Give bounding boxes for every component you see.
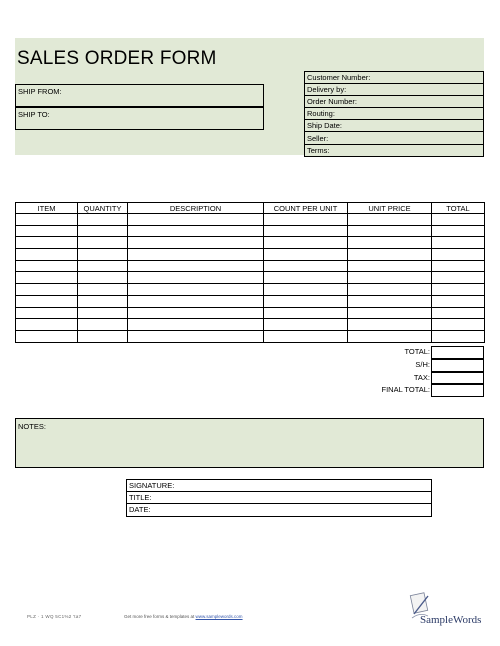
- col-header-item: ITEM: [16, 203, 78, 214]
- item-cell[interactable]: [128, 319, 264, 331]
- item-cell[interactable]: [264, 319, 348, 331]
- footer-link[interactable]: www.samplewords.com: [195, 614, 243, 619]
- tax-label: TAX:: [413, 372, 430, 382]
- seller-field[interactable]: Seller:: [305, 132, 484, 144]
- sh-label: S/H:: [415, 359, 430, 369]
- item-cell[interactable]: [264, 225, 348, 237]
- signature-table: [126, 479, 432, 517]
- sh-value-cell[interactable]: [431, 359, 484, 372]
- item-row: [16, 319, 485, 331]
- tax-value-cell[interactable]: [431, 372, 484, 385]
- item-row: [16, 330, 485, 342]
- ship-to-label: SHIP TO:: [18, 110, 50, 119]
- ship-from-field[interactable]: [15, 84, 264, 107]
- item-cell[interactable]: [348, 319, 432, 331]
- item-cell[interactable]: [16, 284, 78, 296]
- footer-credit-text: Get more free forms & templates at: [124, 614, 195, 619]
- item-cell[interactable]: [432, 214, 485, 226]
- item-cell[interactable]: [16, 319, 78, 331]
- delivery-by-field[interactable]: Delivery by:: [305, 84, 484, 96]
- item-cell[interactable]: [432, 319, 485, 331]
- brand-name: SampleWords: [420, 614, 482, 626]
- total-label: TOTAL:: [404, 347, 430, 356]
- item-cell[interactable]: [264, 249, 348, 261]
- item-cell[interactable]: [16, 330, 78, 342]
- item-cell[interactable]: [264, 330, 348, 342]
- item-row: [16, 214, 485, 226]
- item-cell[interactable]: [128, 237, 264, 249]
- item-cell[interactable]: [78, 272, 128, 284]
- item-cell[interactable]: [432, 330, 485, 342]
- ship-from-label: SHIP FROM:: [18, 87, 62, 96]
- samplewords-logo-icon: [408, 592, 488, 632]
- form-title: SALES ORDER FORM: [17, 48, 217, 69]
- order-number-field[interactable]: Order Number:: [305, 96, 484, 108]
- totals-block: [300, 346, 484, 397]
- item-cell[interactable]: [128, 249, 264, 261]
- item-cell[interactable]: [78, 295, 128, 307]
- item-cell[interactable]: [128, 214, 264, 226]
- ship-date-field[interactable]: Ship Date:: [305, 120, 484, 132]
- item-cell[interactable]: [348, 237, 432, 249]
- total-value-cell[interactable]: [431, 346, 484, 359]
- item-cell[interactable]: [78, 307, 128, 319]
- item-cell[interactable]: [78, 284, 128, 296]
- item-cell[interactable]: [128, 272, 264, 284]
- item-cell[interactable]: [78, 330, 128, 342]
- item-cell[interactable]: [348, 214, 432, 226]
- item-cell[interactable]: [16, 214, 78, 226]
- item-cell[interactable]: [432, 307, 485, 319]
- item-cell[interactable]: [264, 307, 348, 319]
- item-cell[interactable]: [16, 249, 78, 261]
- item-cell[interactable]: [128, 307, 264, 319]
- final-total-row: [300, 384, 484, 397]
- items-table: [15, 202, 485, 343]
- items-body: [16, 214, 485, 343]
- item-cell[interactable]: [78, 249, 128, 261]
- item-cell[interactable]: [264, 214, 348, 226]
- item-cell[interactable]: [348, 284, 432, 296]
- routing-field[interactable]: Routing:: [305, 108, 484, 120]
- item-row: [16, 284, 485, 296]
- item-row: [16, 295, 485, 307]
- item-cell[interactable]: [348, 295, 432, 307]
- total-row: [300, 346, 484, 359]
- item-cell[interactable]: [128, 330, 264, 342]
- item-row: [16, 237, 485, 249]
- item-row: [16, 272, 485, 284]
- notes-field[interactable]: [15, 418, 484, 468]
- item-cell[interactable]: [348, 225, 432, 237]
- item-cell[interactable]: [432, 260, 485, 272]
- item-cell[interactable]: [432, 249, 485, 261]
- item-cell[interactable]: [432, 295, 485, 307]
- item-cell[interactable]: [78, 260, 128, 272]
- item-cell[interactable]: [348, 272, 432, 284]
- item-cell[interactable]: [128, 284, 264, 296]
- item-cell[interactable]: [264, 272, 348, 284]
- footer-code: PLZ · 1 WQ 5C1%2 'ta7: [27, 614, 82, 619]
- item-cell[interactable]: [128, 225, 264, 237]
- item-cell[interactable]: [16, 225, 78, 237]
- ship-to-field[interactable]: [15, 107, 264, 130]
- notes-label: NOTES:: [18, 422, 46, 431]
- item-cell[interactable]: [432, 284, 485, 296]
- item-row: [16, 260, 485, 272]
- item-cell[interactable]: [264, 284, 348, 296]
- item-cell[interactable]: [128, 260, 264, 272]
- tax-row: [300, 372, 484, 385]
- col-header-description: DESCRIPTION: [128, 203, 264, 214]
- terms-field[interactable]: Terms:: [305, 144, 484, 156]
- final-total-value-cell[interactable]: [431, 384, 484, 397]
- item-cell[interactable]: [78, 214, 128, 226]
- item-cell[interactable]: [16, 237, 78, 249]
- item-row: [16, 249, 485, 261]
- col-header-count-per-unit: COUNT PER UNIT: [264, 203, 348, 214]
- customer-number-field[interactable]: Customer Number:: [305, 72, 484, 84]
- signature-field[interactable]: SIGNATURE:: [127, 480, 432, 492]
- item-cell[interactable]: [348, 307, 432, 319]
- item-cell[interactable]: [78, 319, 128, 331]
- item-cell[interactable]: [432, 272, 485, 284]
- item-cell[interactable]: [16, 260, 78, 272]
- title-field[interactable]: TITLE:: [127, 492, 432, 504]
- item-cell[interactable]: [432, 237, 485, 249]
- item-cell[interactable]: [264, 295, 348, 307]
- final-total-label: FINAL TOTAL:: [381, 385, 430, 395]
- item-cell[interactable]: [348, 260, 432, 272]
- item-cell[interactable]: [432, 225, 485, 237]
- item-cell[interactable]: [264, 260, 348, 272]
- col-header-total: TOTAL: [432, 203, 485, 214]
- item-cell[interactable]: [16, 307, 78, 319]
- item-cell[interactable]: [348, 330, 432, 342]
- item-cell[interactable]: [16, 295, 78, 307]
- footer-credit: [124, 614, 243, 619]
- items-header-row: [16, 203, 485, 214]
- item-cell[interactable]: [78, 237, 128, 249]
- item-cell[interactable]: [16, 272, 78, 284]
- date-field[interactable]: DATE:: [127, 504, 432, 516]
- item-cell[interactable]: [78, 225, 128, 237]
- item-cell[interactable]: [128, 295, 264, 307]
- sh-row: [300, 359, 484, 372]
- item-cell[interactable]: [264, 237, 348, 249]
- col-header-unit-price: UNIT PRICE: [348, 203, 432, 214]
- col-header-quantity: QUANTITY: [78, 203, 128, 214]
- order-info-table: [304, 71, 484, 157]
- item-row: [16, 307, 485, 319]
- item-row: [16, 225, 485, 237]
- item-cell[interactable]: [348, 249, 432, 261]
